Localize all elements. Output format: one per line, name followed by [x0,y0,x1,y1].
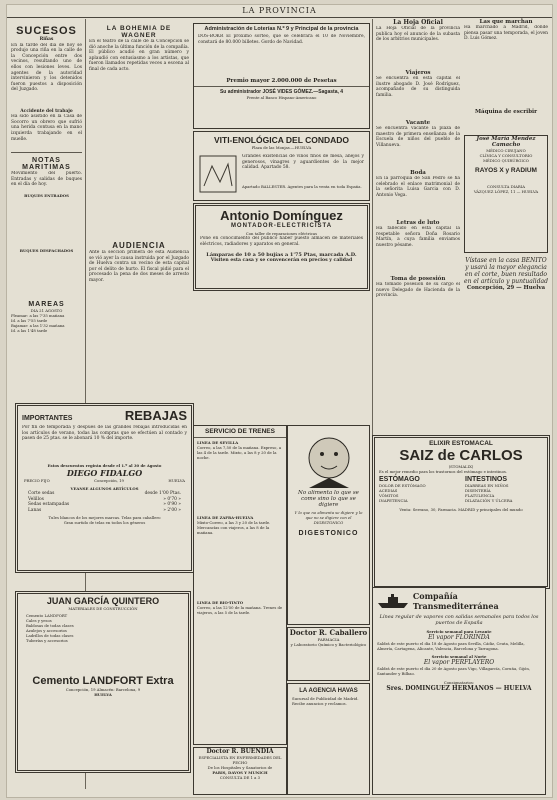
viti-title: VITI-ENOLÓGICA DEL CONDADO [213,135,350,145]
saiz-left-item: INAPETENCIA [379,498,408,503]
saiz-left-item: ACEDIAS [379,488,398,493]
caballero-sub: FARMACIA [317,637,340,642]
rebajas-title-left: IMPORTANTES [22,415,73,422]
rebajas-item: Sedas estampadas » 0'90 » [28,502,181,508]
toma-title: Toma de posesión [390,276,446,282]
buendia-cities: PARIS, DAVOS Y MUNICH [212,770,268,775]
saiz-right-item: DIARREAS EN NIÑOS [465,483,509,488]
juan-subtitle: MATERIALES DE CONSTRUCCIÓN [68,606,138,611]
mareas-row: Bajamar: a las 1'32 mañana [11,323,65,329]
letras-body: Ha fallecido en esta capital la respetable señora Doña Rosario Martín, a cuya familia enviamos nuestro pésame. [376,226,460,248]
loteria-premio: Premio mayor 2.000.000 de Pesetas [226,78,337,84]
audiencia-title: AUDIENCIA [112,241,166,250]
right-column [376,19,548,322]
rebajas-item: Velillos » 0'70 » [28,496,181,502]
left-column [11,19,82,333]
tren-line-text: Mixto-Correo, a las 3 y 20 de la tarde. Mercancías con viajeros, a las 8 de la mañana. [197,520,271,535]
saiz-left-title: ESTÓMAGO [379,476,420,483]
sucesos-subtitle: Riñas [39,37,54,42]
mareas-title: MAREAS [28,301,65,309]
masthead [7,5,552,18]
buques-despachados-list [11,253,82,301]
trenes-ad [193,425,287,745]
antonio-title: Antonio Domínguez [220,208,343,223]
mendez-title: José María Mendez Camacho [476,136,536,148]
digestonico-ad [287,425,370,625]
marchas-body: Ha marchado a Madrid, donde piensa pasar una temporada, el joven D. Luis Gómez. [464,25,548,42]
mareas-row: Pleamar: a las 7'35 mañana [11,313,65,319]
toma-body: Ha tomado posesión de su cargo el nuevo Delegado de Hacienda de la provincia. [376,282,460,299]
masthead-title: LA PROVINCIA [242,6,317,15]
buques-entrados: BUQUES ENTRADOS [24,193,69,199]
buendia-body: De los Hospitales y Sanatorios de [207,765,273,770]
ship-icon [376,593,409,609]
vistase-address: Concepción, 29 — Huelva [466,285,546,291]
digestonico-sub: Y lo que no alimenta se digiere y lo que no se digiere con el DIGESTONICO [294,510,363,525]
juan-title: JUAN GARCÍA QUINTERO [46,596,160,606]
compania-vapor1-text: Saldrá de este puerto el día 18 de Agosto para Sevilla, Cádiz, Ceuta, Melilla, Almería, Cartagena, Alicante, Valencia, Barcelona y Tarragona. [377,641,525,651]
mendez-address: VÁZQUEZ LÓPEZ, 11 — HUELVA [473,189,539,194]
trabajo-body: Ha sido asistido en la Casa de Socorro un obrero que sufrió una herida contusa en la mano izquierda trabajando en el muelle. [11,114,82,142]
maquina-title: Máquina de escribir [474,109,538,115]
rebajas-firm: DIEGO FIDALGO [66,468,143,478]
tren-line-name: LINEA DE RIO-TINTO [197,600,244,605]
compania-service: Servicio semanal para Levante [426,629,492,634]
havas-body: Sucursal de Publicidad de Madrid. Recibe anuncios y reclamos. [292,696,359,706]
hoja-body: La Hoja Oficial de la provincia publica hoy el anuncio de la subasta de los arbitrios municipales. [376,26,460,43]
mendez-line: CLÍNICA Y CONSULTORIO [479,153,533,158]
man-portrait-illustration [299,430,359,490]
saiz-right-item: DILATACIÓN Y ÚLCERA [465,498,513,503]
notas-body: Movimiento del puerto. Entradas y salidas de buques en el día de hoy. [11,171,82,188]
tren-line-text: Correo, a las 12'50 de la mañana. Trenes de viajeros, a las 5 de la tarde. [197,605,283,615]
juan-item: Cales y yesos [26,618,52,623]
loteria-body: DOS-BOKR El próximo sorteo, que se celebrará el 10 de Noviembre, constará de 80.000 billetes. Gordo de Navidad. [198,34,365,45]
juan-item: Tuberías y accesorios [26,638,68,643]
viajeros-title: Viajeros [405,70,431,76]
caballero-ad [287,627,370,681]
juan-item: Azulejos y accesorios [26,628,67,633]
trenes-title: SERVICIO DE TRENES [205,428,275,435]
buendia-ad [193,747,287,795]
tren-line-name: LINEA DE SEVILLA [197,440,239,445]
saiz-left-item: VÓMITOS [379,493,399,498]
mendez-rayos: RAYOS X y RADIUM [475,167,537,174]
vacante-title: Vacante [405,120,431,126]
compania-body: Línea regular de vapores con salidas semanales para todos los puertos de España [379,614,539,626]
compania-consignatarios: Consignatarios: [443,680,475,685]
saiz-right-title: INTESTINOS [465,476,508,483]
vistase-text: Vístase en la casa BENITO y usará la mayor elegancia en el corte, buen resultado en el artículo y puntualidad [464,257,548,285]
saiz-brand: SAIZ de CARLOS [399,447,523,464]
saiz-right-item: FLATULENCIA [465,493,495,498]
antonio-lamparas: Lámparas de 10 a 50 bujías a 1'75 Ptas, marcada A.D. [206,252,357,258]
rebajas-veanse: VEANSE ALGUNOS ARTÍCULOS [70,486,139,491]
saiz-ad [372,435,550,589]
caballero-line: y Laboratorio Químico y Bacteriológico [290,642,367,647]
tren-line-name: LINEA DE ZAFRA-HUELVA [197,515,254,520]
newspaper-page [6,4,553,798]
loteria-ad [193,23,370,129]
juan-item: Ladrillos de todas clases [26,633,74,638]
viti-agent: Apartado BALLESTER. Agentes para la venta en toda España. [242,184,362,189]
juan-item: Cemento LANDFORT [26,613,68,618]
antonio-body: Pone en conocimiento del público haber puesto almacén de materiales eléctricos, radiadores y aparatos en general. [200,236,363,247]
rebajas-ad [15,403,194,573]
notas-title: NOTAS MARITIMAS [22,157,71,172]
hoja-title: La Hoja Oficial [393,19,443,26]
sucesos-body: En la tarde del dia de hoy se produjo una riña en la calle de la Concepción entre dos vecinos, resultando uno de ellos con lesiones leves. Los agentes de la autoridad intervinieron y los detenidos fueron puestos a disposición del Juzgado. [11,42,82,93]
buendia-consulta: CONSULTA DE 1 a 3 [219,775,261,780]
mendez-consulta: CONSULTA DIARIA [486,184,525,189]
compania-ad [372,587,546,795]
saiz-footer: Venta: Serrano, 30, Farmacia. MADRID y principales del mundo [399,507,523,512]
havas-ad [287,683,370,795]
rebajas-address: Concepción, 19 [94,478,124,483]
saiz-left-item: DOLOR DE ESTÓMAGO [379,483,426,488]
juan-cemento: Cemento LANDFORT Extra [32,675,174,687]
juan-city: HUELVA [94,692,112,697]
saiz-body: Es el mejor remedio para los trastornos del estómago e intestinos. [379,469,508,474]
digestonico-brand: DIGESTONICO [298,530,359,537]
mendez-ad [464,135,548,253]
mendez-sub: MÉDICO CIRUJANO [486,148,526,153]
buques-despachados: BUQUES DESPACHADOS [19,248,74,254]
rebajas-date-line: Estos descuentos regirán desde el 1.º al 30 de Agosto [47,463,162,468]
mareas-row: Id. a las 1'48 tarde [11,328,48,334]
loteria-title: Administración de Loterías N.º 9 y Principal de la provincia [204,26,359,32]
rebajas-title-right: REBAJAS [124,408,187,423]
boda-body: En la parroquia de San Pedro se ha celebrado el enlace matrimonial de la señorita Luisa Garcia con D. Antonio Vega. [376,176,460,198]
rebajas-precio: PRECIO FIJO [24,478,50,483]
trabajo-title: Accidente del trabajo [20,108,73,114]
rebajas-item: Lanas » 2'00 » [28,507,181,513]
viti-ad [193,131,370,201]
mareas-row: Id. a las 7'55 tarde [11,318,48,324]
bohemia-body: En el teatro de la calle de la Concepción se dió anoche la última función de la compañía. El público acudió en gran número y aplaudió con entusiasmo a los artistas, que fueron llamados repetidas veces a escena al final de cada acto. [89,39,189,72]
buques-entrados-list [11,198,82,248]
juan-ad [15,591,191,773]
saiz-right-item: DISENTERÍA [465,488,491,493]
mendez-line: MÉDICO QUIRÚRGICO [483,158,529,163]
digestonico-quote: No alimenta lo que se come sino lo que se digiere [298,490,359,508]
marchas-title: Las que marchan [479,19,533,25]
sucesos-title: SUCESOS [16,25,77,37]
mid-left-column [89,19,189,358]
antonio-ad [193,203,370,291]
compania-vapor2: El vapor PERFLAYERO [423,659,495,666]
mareas-date: DIA 21 AGOSTO [30,308,63,314]
boda-title: Boda [410,170,426,176]
caballero-title: Doctor R. Caballero [289,628,368,637]
bohemia-title: LA BOHEMIA DE WAGNER [106,25,172,39]
loteria-frente: Frente al Banco Hispano-Americano [246,95,317,100]
rebajas-footer2: Gran surtido de telas en todos los géneros [63,520,146,526]
viajeros-body: Se encuentra en esta capital el ilustre abogado D. José Rodríguez, acompañado de su distinguida familia. [376,76,460,98]
rebajas-item: Corte sedas desde 1'00 Ptas. [28,491,181,496]
buendia-title: Doctor R. BUENDIA [206,748,274,755]
vineyard-illustration [198,154,238,194]
audiencia-body: Ante la sección primera de esta Audiencia se vió ayer la causa instruida por el Juzgado de Huelva contra un vecino de esta capital por el delito de hurto. El fiscal pidió para el procesado la pena de dos meses de arresto mayor. [89,250,189,283]
antonio-tagline: Con taller de reparaciones eléctricas [245,231,318,236]
compania-vapor1: El vapor FLORINDA [428,634,490,641]
rebajas-city: HUELVA [168,478,185,483]
rebajas-footer1: Tules blancos de los mejores marcas. Telas para caballero [48,515,161,521]
letras-title: Letras de luto [396,220,440,226]
juan-item: Baldosas de todas clases [26,623,74,628]
saiz-top: ELIXIR ESTOMACAL [429,440,493,447]
compania-title: Compañía Transmediterránea [412,591,499,611]
saiz-sub: (STOMALIX) [448,464,474,469]
compania-service2: Servicio semanal al Norte [431,654,487,659]
viti-body: Grandes existencias de vinos finos de mesa, añejos y generosos, vinagres y aguardientes de la mejor calidad. Apartado 58. [242,154,364,171]
rebajas-body: Por fin de temporada y después de las grandes rebajas introducidas en los artículos de verano, todas las compras que se efectúen al contado y pasen de 25 ptas. se le abonará 10 % del importe. [22,425,187,442]
loteria-admin: Su administrador JOSÉ VIDES GÓMEZ.—Sagasta, 4 [219,89,344,95]
buendia-sub: ESPECIALISTA EN ENFERMEDADES DEL PECHO [198,755,282,765]
juan-address: Concepción, 19 Almacén: Barcelona, 9 [65,687,141,692]
havas-title: LA AGENCIA HAVAS [299,688,358,694]
vacante-body: Se encuentra vacante la plaza de maestro de primera enseñanza de la Escuela de niños del pueblo de Villanueva. [376,126,460,148]
compania-vapor2-text: Saldrá de este puerto el día 20 de Agosto para Vigo, Villagarcía, Coruña, Gijón, Santander y Bilbao. [377,666,530,676]
antonio-subtitle: MONTADOR-ELECTRICISTA [230,223,333,229]
tren-line-text: Correo, a las 7,50 de la mañana. Expreso, a las 4 de la tarde. Mixto, a las 8 y 20 de la noche. [197,445,282,460]
viti-subtitle: Plaza de las Monjas.—HUELVA [251,145,312,150]
antonio-visiten: Visiten esta casa y se convencerán en precios y calidad [210,258,353,263]
compania-signature: Sres. DOMINGUEZ HERMANOS — HUELVA [386,685,532,692]
